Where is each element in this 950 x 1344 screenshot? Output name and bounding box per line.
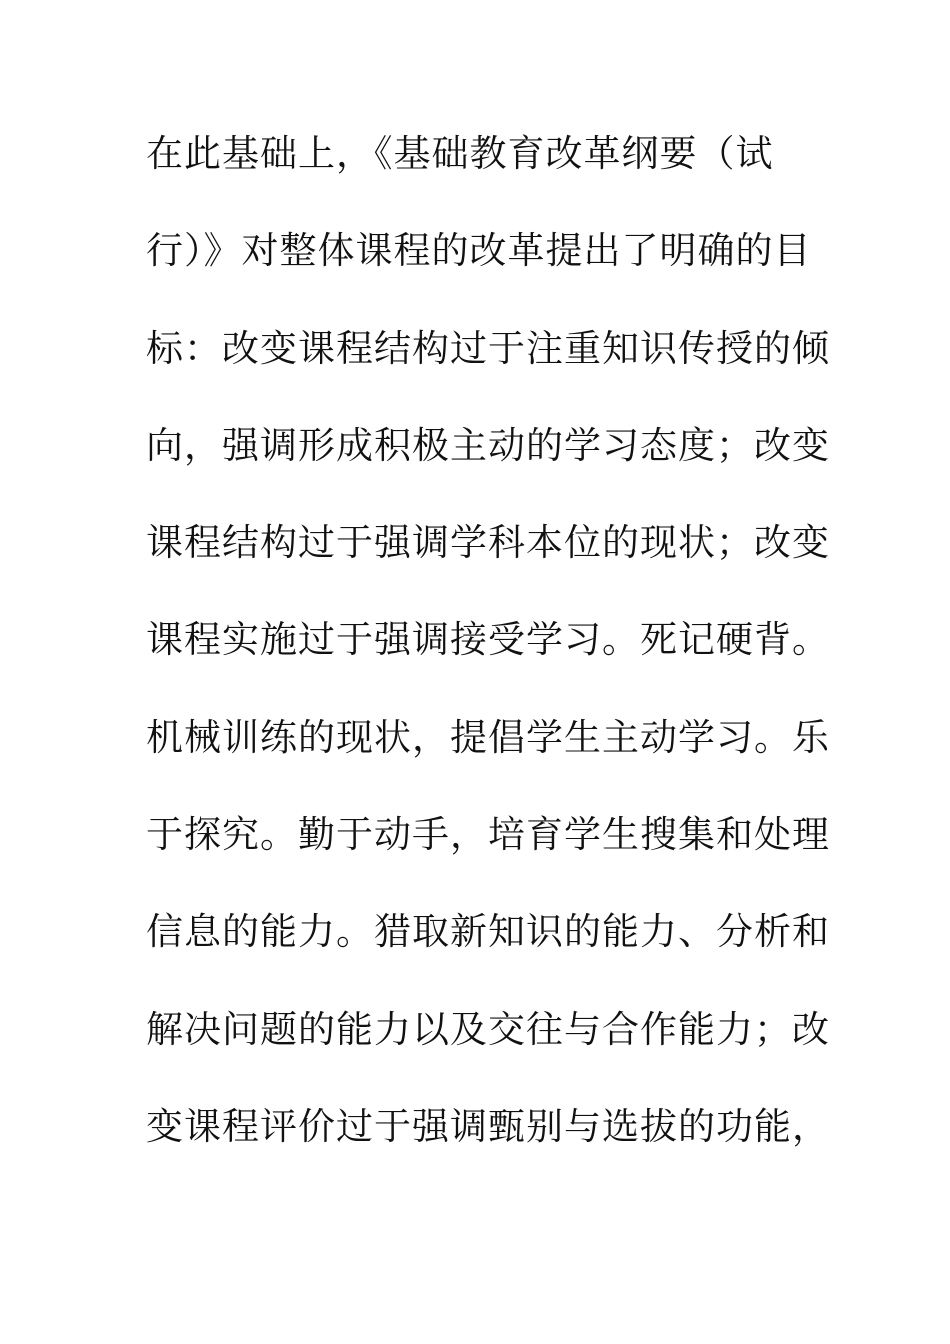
text-line: 行）》对整体课程的改革提出了明确的目 xyxy=(146,229,812,273)
text-line: 标：改变课程结构过于注重知识传授的倾 xyxy=(146,326,830,370)
text-line: 解决问题的能力以及交往与合作能力；改 xyxy=(146,1007,830,1051)
text-line: 于探究。勤于动手，培育学生搜集和处理 xyxy=(146,813,830,857)
text-line: 变课程评价过于强调甄别与选拔的功能， xyxy=(146,1104,830,1148)
text-line: 机械训练的现状，提倡学生主动学习。乐 xyxy=(146,715,830,759)
body-paragraph xyxy=(146,124,830,1194)
text-line: 信息的能力。猎取新知识的能力、分析和 xyxy=(146,910,830,954)
text-line: 在此基础上，《基础教育改革纲要（试 xyxy=(146,132,774,175)
text-line: 课程实施过于强调接受学习。死记硬背。 xyxy=(146,618,830,662)
text-line: 向，强调形成积极主动的学习态度；改变 xyxy=(146,423,830,467)
text-line: 课程结构过于强调学科本位的现状；改变 xyxy=(146,521,830,565)
